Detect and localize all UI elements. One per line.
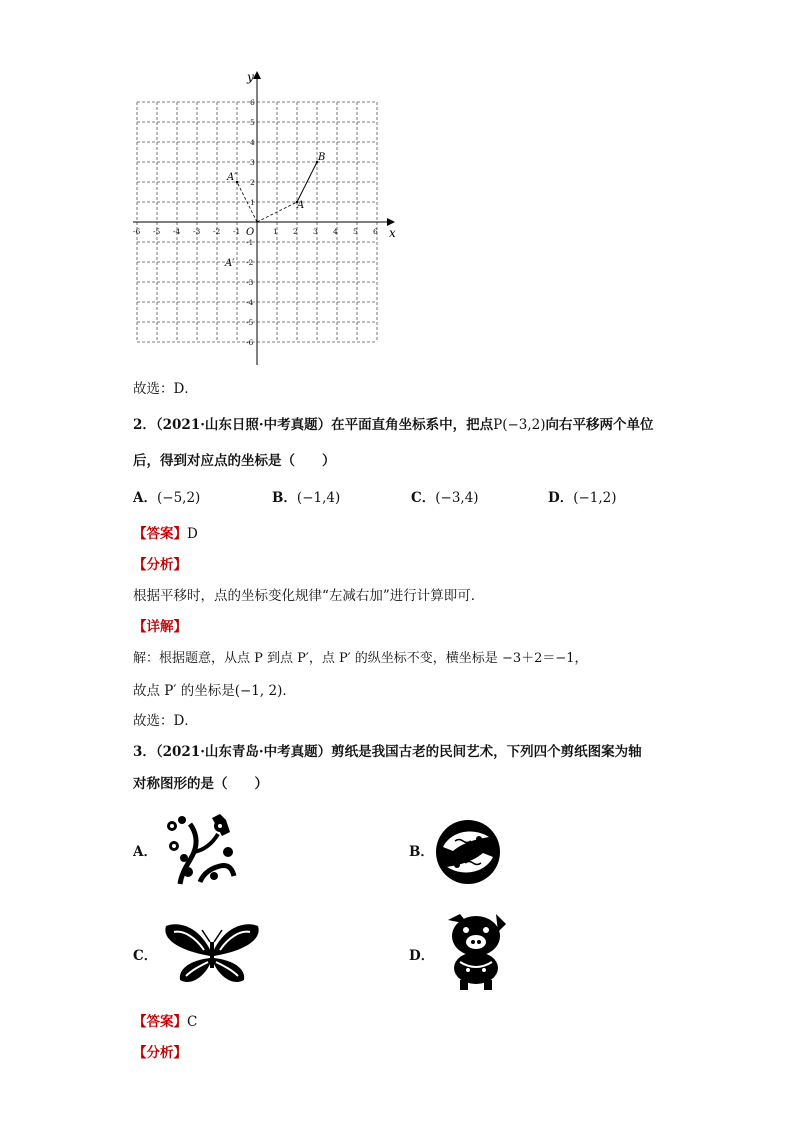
q2-choose: 故选：D．: [133, 713, 198, 729]
papercut-b-fish-image: [433, 817, 503, 887]
q3-option-c-label: C．: [133, 948, 158, 964]
x-tick-label: -2: [213, 227, 221, 236]
y-tick-label: 5: [250, 118, 255, 127]
q2-option-b-value: (−1,4): [296, 490, 341, 506]
q2-option-a: [133, 489, 200, 507]
y-tick-label: 3: [250, 158, 255, 167]
origin-label: O: [246, 227, 255, 238]
papercut-a-branch-image: [160, 812, 240, 887]
q3-answer: [133, 1013, 197, 1031]
papercut-c-butterfly-image: [162, 920, 262, 988]
q2-option-c-value: (−3,4): [435, 490, 479, 506]
q2-stem-a: 2．（2021·山东日照·中考真题）在平面直角坐标系中，把点: [133, 417, 494, 433]
y-tick-label: -4: [246, 298, 254, 307]
q2-answer-value: D: [187, 526, 198, 542]
q3-analysis-tag: 【分析】: [133, 1045, 187, 1061]
q2-stem-b: 向右平移两个单位: [545, 417, 654, 433]
q1-choose: 故选：D．: [133, 381, 198, 397]
x-tick-label: 5: [353, 227, 358, 236]
q3-option-b-label: B．: [409, 844, 434, 860]
x-tick-label: 2: [293, 227, 298, 236]
y-axis-arrow: [253, 71, 261, 79]
point-B-label: B: [318, 152, 326, 163]
q2-option-c-label: C．: [411, 490, 436, 506]
q2-option-b: [272, 489, 340, 507]
q3-option-a-label: A．: [133, 844, 157, 860]
q2-option-b-label: B．: [272, 490, 297, 506]
x-tick-label: 4: [333, 227, 338, 236]
q2-detail-line2: 故点 P′ 的坐标是(−1, 2)．: [133, 683, 296, 699]
y-tick-label: -3: [246, 278, 254, 287]
q2-answer-tag: 【答案】: [133, 526, 187, 542]
q2-answer: [133, 525, 198, 543]
q2-detail-tag: 【详解】: [133, 619, 187, 635]
x-tick-label: -6: [133, 227, 141, 236]
q3-answer-value: C: [187, 1014, 198, 1030]
q3-stem-line2: 对称图形的是（ ）: [133, 776, 268, 792]
coordinate-grid-figure: [125, 65, 405, 370]
y-tick-label: -6: [246, 338, 254, 347]
q2-detail-line1: 解：根据题意，从点 P 到点 P′，点 P′ 的纵坐标不变，横坐标是 −3＋2＝−1，: [133, 651, 588, 666]
y-tick-label: -1: [246, 238, 254, 247]
q2-option-d: [548, 489, 617, 507]
y-axis-label: y: [247, 70, 254, 84]
x-tick-label: -3: [193, 227, 201, 236]
q2-option-d-label: D．: [548, 490, 574, 506]
x-axis-arrow: [387, 218, 395, 226]
y-tick-label: -5: [246, 318, 254, 327]
x-tick-label: 6: [373, 227, 378, 236]
point-A1-label: A′: [225, 258, 235, 269]
y-tick-label: 4: [250, 138, 255, 147]
q3-option-d-label: D．: [409, 948, 435, 964]
point-A-label: A: [297, 200, 305, 211]
q2-analysis: 根据平移时，点的坐标变化规律“左减右加”进行计算即可．: [133, 588, 485, 604]
papercut-d-pig-image: [440, 910, 512, 992]
q3-answer-tag: 【答案】: [133, 1014, 187, 1030]
q2-stem-line2: 后，得到对应点的坐标是（ ）: [133, 453, 336, 469]
q2-option-a-label: A．: [133, 490, 157, 506]
y-tick-label: 2: [250, 178, 255, 187]
y-tick-label: 6: [250, 98, 255, 107]
x-axis-label: x: [389, 226, 396, 240]
y-tick-label: -2: [246, 258, 254, 267]
q2-analysis-tag: 【分析】: [133, 557, 187, 573]
q2-option-c: [411, 489, 479, 507]
point-A2-label: A″: [227, 172, 238, 183]
q2-stem-line1: [133, 416, 654, 434]
x-tick-label: -1: [233, 227, 241, 236]
q2-option-d-value: (−1,2): [573, 490, 617, 506]
x-tick-label: 1: [273, 227, 278, 236]
x-tick-label: -4: [173, 227, 181, 236]
x-tick-label: 3: [313, 227, 318, 236]
q2-option-a-value: (−5,2): [156, 490, 201, 506]
x-tick-label: -5: [153, 227, 161, 236]
q2-stem-point: P(−3,2): [493, 417, 546, 433]
y-tick-label: 1: [250, 198, 255, 207]
q3-stem-line1: 3．（2021·山东青岛·中考真题）剪纸是我国古老的民间艺术，下列四个剪纸图案为轴: [133, 744, 642, 760]
